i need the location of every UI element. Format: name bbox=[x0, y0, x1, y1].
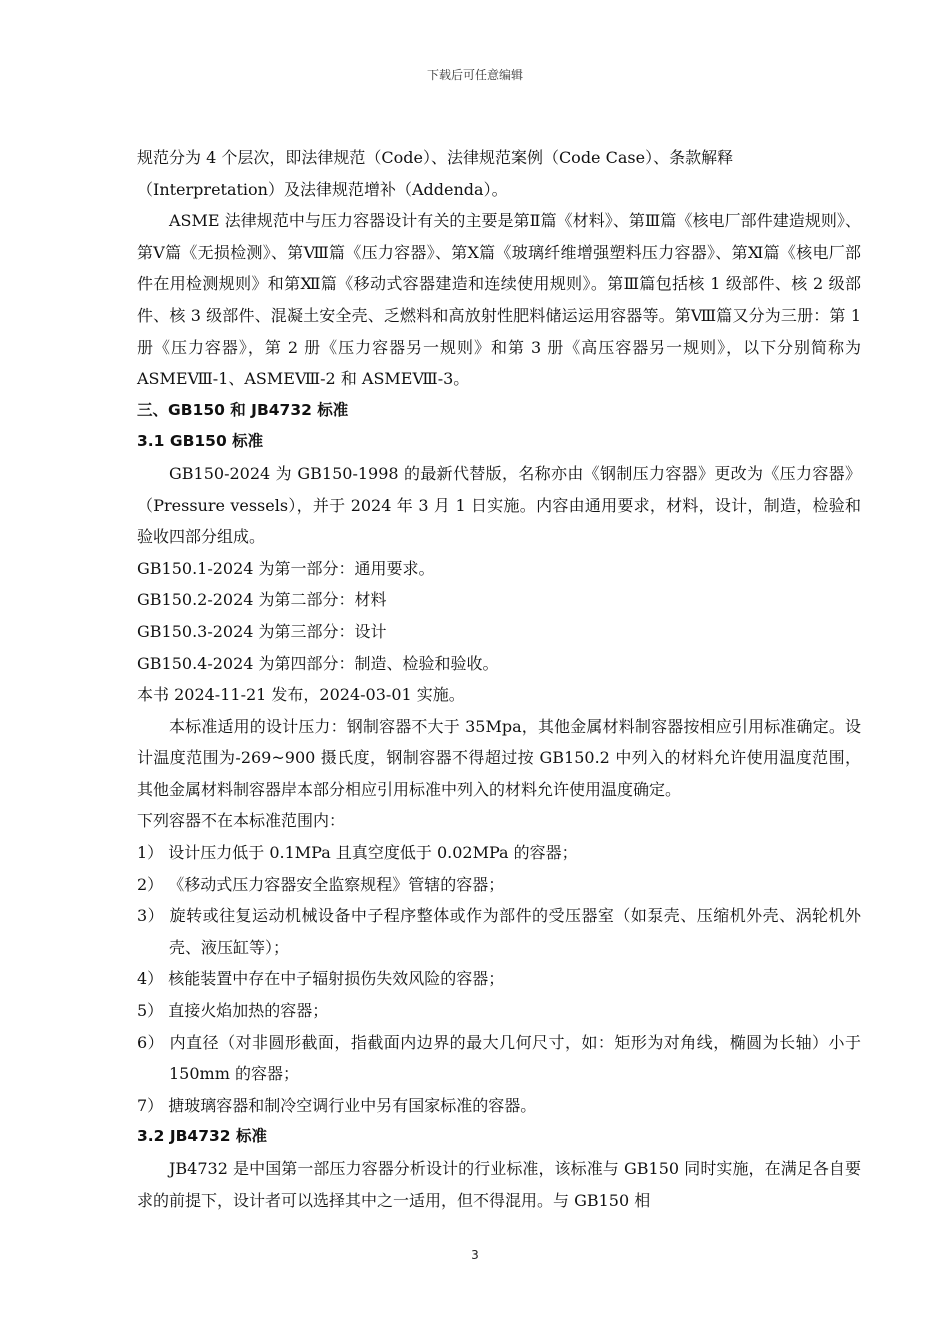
line-release-date: 本书 2024-11-21 发布，2024-03-01 实施。 bbox=[137, 685, 465, 705]
paragraph-asme-sections: ASME 法律规范中与压力容器设计有关的主要是第Ⅱ篇《材料》、第Ⅲ篇《核电厂部件建造规则》、第Ⅴ篇《无损检测》、第Ⅷ篇《压力容器》、第Ⅹ篇《玻璃纤维增强塑料压力容器》、第Ⅺ篇《核电厂部件在用检测规则》和第Ⅻ篇《移动式容器建造和连续使用规则》。第Ⅲ篇包括核 1 级部件、核 2 级部件、核 3 级部件、混凝土安全壳、乏燃料和高放射性肥料储运运用容器等。第Ⅷ篇又分为三册：第 1 册《压力容器》，第 2 册《压力容器另一规则》和第 3 册《高压容器另一规则》，以下分别简称为 ASMEⅧ-1、ASMEⅧ-2 和 ASMEⅧ-3。 bbox=[137, 211, 861, 389]
list-item: 2） 《移动式压力容器安全监察规程》管辖的容器； bbox=[137, 874, 505, 894]
line-gb150-part4: GB150.4-2024 为第四部分：制造、检验和验收。 bbox=[137, 653, 499, 673]
line-gb150-part2: GB150.2-2024 为第二部分：材料 bbox=[137, 590, 387, 610]
paragraph-asme-levels: 规范分为 4 个层次，即法律规范（Code）、法律规范案例（Code Case）、条款解释（Interpretation）及法律规范增补（Addenda）。 bbox=[137, 148, 734, 199]
paragraph-jb4732: JB4732 是中国第一部压力容器分析设计的行业标准，该标准与 GB150 同时实施，在满足各自要求的前提下，设计者可以选择其中之一适用，但不得混用。与 GB150 相 bbox=[137, 1159, 861, 1210]
list-item: 4） 核能装置中存在中子辐射损伤失效风险的容器； bbox=[137, 969, 505, 989]
paragraph-gb150-intro: GB150-2024 为 GB150-1998 的最新代替版，名称亦由《钢制压力容器》更改为《压力容器》（Pressure vessels），并于 2024 年 3 月 1 日实施。内容由通用要求，材料，设计，制造，检验和验收四部分组成。 bbox=[137, 463, 861, 547]
list-item: 6） 内直径（对非圆形截面，指截面内边界的最大几何尺寸，如：矩形为对角线，椭圆为长轴）小于 150mm 的容器； bbox=[137, 1032, 861, 1084]
subsection-heading-gb150: 3.1 GB150 标准 bbox=[137, 432, 264, 451]
subsection-heading-jb4732: 3.2 JB4732 标准 bbox=[137, 1127, 267, 1146]
line-gb150-part1: GB150.1-2024 为第一部分：通用要求。 bbox=[137, 558, 435, 578]
line-exclusions-intro: 下列容器不在本标准范围内： bbox=[137, 811, 346, 831]
list-item: 1） 设计压力低于 0.1MPa 且真空度低于 0.02MPa 的容器； bbox=[137, 843, 578, 863]
list-item: 5） 直接火焰加热的容器； bbox=[137, 1001, 329, 1021]
paragraph-design-pressure: 本标准适用的设计压力：钢制容器不大于 35Mpa，其他金属材料制容器按相应引用标准确定。设计温度范围为-269~900 摄氏度，钢制容器不得超过按 GB150.2 中列入的材料允许使用温度范围，其他金属材料制容器岸本部分相应引用标准中列入的材料允许使用温度确定。 bbox=[137, 716, 861, 799]
list-item: 7） 搪玻璃容器和制冷空调行业中另有国家标准的容器。 bbox=[137, 1095, 537, 1115]
page-header: 下载后可任意编辑 bbox=[426, 68, 523, 82]
section-heading: 三、GB150 和 JB4732 标准 bbox=[137, 400, 349, 419]
list-item: 3） 旋转或往复运动机械设备中子程序整体或作为部件的受压器室（如泵壳、压缩机外壳、涡轮机外壳、液压缸等）； bbox=[137, 906, 861, 957]
page-number: 3 bbox=[471, 1248, 479, 1262]
line-gb150-part3: GB150.3-2024 为第三部分：设计 bbox=[137, 621, 387, 641]
document-body bbox=[137, 142, 861, 1216]
